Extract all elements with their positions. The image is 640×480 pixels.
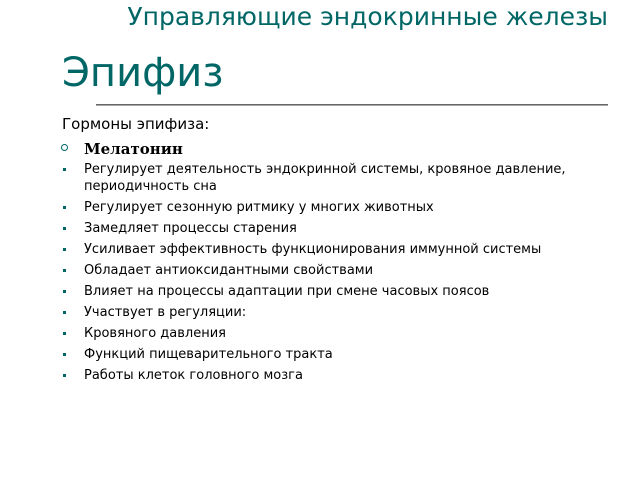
slide-subtitle: Гормоны эпифиза: <box>62 115 210 133</box>
hormone-bullet-list <box>58 138 618 388</box>
list-item-text: Усиливает эффективность функционирования иммунной системы <box>84 242 542 257</box>
list-item <box>58 346 618 363</box>
list-item-text: Работы клеток головного мозга <box>84 368 303 383</box>
title-divider <box>96 104 608 106</box>
list-item <box>58 304 618 321</box>
list-item-text: Регулирует сезонную ритмику у многих животных <box>84 200 434 215</box>
list-item <box>58 241 618 258</box>
slide-title: Эпифиз <box>62 50 224 96</box>
list-item <box>58 367 618 384</box>
list-item <box>58 199 618 216</box>
section-header: Управляющие эндокринные железы <box>127 2 608 31</box>
list-item-text: Влияет на процессы адаптации при смене часовых поясов <box>84 284 490 299</box>
list-item <box>58 220 618 237</box>
list-item <box>58 262 618 279</box>
list-item <box>58 161 618 195</box>
list-item <box>58 325 618 342</box>
list-item-melatonin <box>58 138 618 160</box>
list-item-text: Функций пищеварительного тракта <box>84 347 333 362</box>
list-item-text: Замедляет процессы старения <box>84 221 297 236</box>
list-item-text: Участвует в регуляции: <box>84 305 247 320</box>
list-item-text: Мелатонин <box>84 140 183 158</box>
list-item <box>58 283 618 300</box>
list-item-text: Обладает антиоксидантными свойствами <box>84 263 374 278</box>
list-item-text: Кровяного давления <box>84 326 226 341</box>
list-item-text: Регулирует деятельность эндокринной системы, кровяное давление, периодичность сна <box>84 162 566 194</box>
